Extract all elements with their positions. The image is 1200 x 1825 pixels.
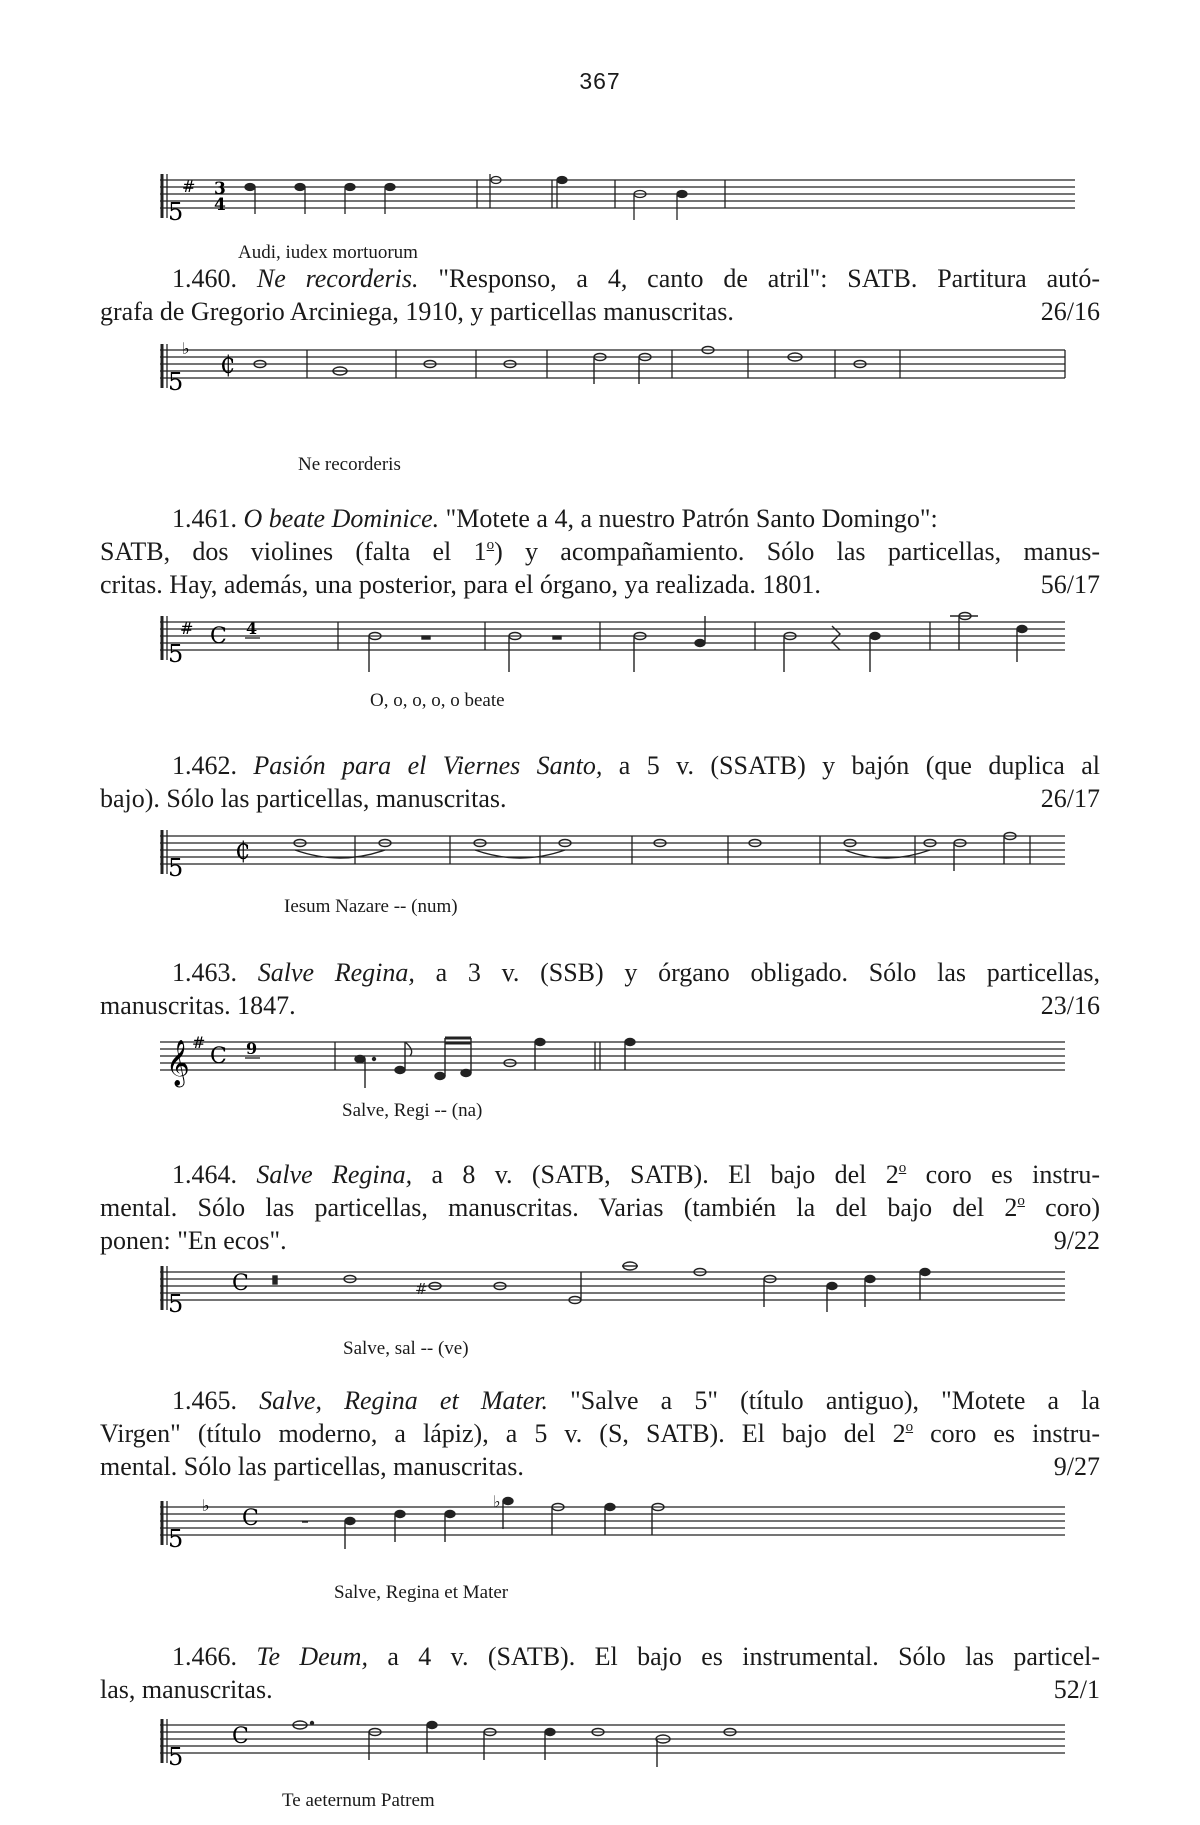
svg-text:C: C <box>210 624 227 649</box>
svg-text:#: # <box>182 177 196 196</box>
svg-text:C: C <box>210 1044 227 1069</box>
entry-description: bajo). Sólo las particellas, manuscritas. <box>100 784 507 813</box>
entry-reference-code: 52/1 <box>1053 1675 1100 1704</box>
entry-title: Salve Regina, <box>257 958 415 987</box>
entry-reference-code: 26/17 <box>1040 784 1100 813</box>
svg-text:5: 5 <box>168 1525 184 1553</box>
svg-text:₵: ₵ <box>235 837 251 865</box>
svg-text:♭: ♭ <box>182 339 190 358</box>
entry-title: Salve, Regina et Mater. <box>259 1386 548 1415</box>
svg-text:𝄞: 𝄞 <box>166 1040 190 1086</box>
svg-text:#: # <box>415 1280 428 1298</box>
svg-text:5: 5 <box>168 854 184 882</box>
entry-reference-code: 56/17 <box>1040 570 1100 599</box>
svg-text:C: C <box>242 1506 259 1531</box>
entry-number: 1.464. <box>172 1160 237 1189</box>
catalog-entry-1466 <box>100 1640 1100 1706</box>
entry-description: "Responso, a 4, canto de atril": SATB. Partitura autó- <box>438 264 1100 293</box>
incipit-text-1462: Iesum Nazare -- (num) <box>284 896 458 917</box>
entry-description: a 4 v. (SATB). El bajo es instrumental. Sólo las particel- <box>387 1642 1101 1671</box>
incipit-staff-1460 <box>160 340 1080 400</box>
svg-text:5: 5 <box>168 368 184 396</box>
entry-description: ponen: "En ecos". <box>100 1226 287 1255</box>
catalog-entry-1465: 1.465. Salve, Regina et Mater. "Salve a 5" (título antiguo), "Motete a la Virgen" (título moderno, a lápiz), a 5 v. (S, SATB). El bajo del 2$^o$ coro es instru- mental. Sólo las particellas, manuscritas. 9/27 <box>100 1386 1100 1481</box>
entry-title: Salve Regina, <box>256 1160 413 1189</box>
incipit-staff-1466 <box>160 1715 1080 1785</box>
entry-number: 1.466. <box>172 1642 237 1671</box>
svg-text:5: 5 <box>168 1743 184 1771</box>
catalog-entry-1464: 1.464. Salve Regina, a 8 v. (SATB, SATB). El bajo del 2$^o$ coro es instru- mental. Sólo las particellas, manuscritas. Varias (también la del bajo del 2$^o$ coro) ponen: "En ecos". 9/22 <box>100 1160 1101 1255</box>
incipit-text-1460: Ne recorderis <box>298 454 401 475</box>
entry-title: Pasión para el Viernes Santo, <box>253 751 603 780</box>
entry-description: grafa de Gregorio Arciniega, 1910, y particellas manuscritas. <box>100 297 734 326</box>
incipit-text-prelude: Audi, iudex mortuorum <box>238 242 418 263</box>
entry-reference-code: 9/22 <box>1053 1226 1100 1255</box>
entry-description: critas. Hay, además, una posterior, para el órgano, ya realizada. 1801. <box>100 570 821 599</box>
catalog-entry-1462 <box>100 749 1100 815</box>
svg-text:9: 9 <box>246 1039 258 1058</box>
page-number: 367 <box>579 68 621 94</box>
svg-text:C: C <box>232 1271 249 1296</box>
svg-text:♭: ♭ <box>493 1492 501 1511</box>
incipit-staff-1463 <box>160 1028 1080 1098</box>
ordinal-mark: o <box>1017 1193 1025 1209</box>
entry-description: a 5 v. (SSATB) y bajón (que duplica al <box>618 751 1101 780</box>
incipit-text-1466: Te aeternum Patrem <box>282 1790 435 1811</box>
svg-text:3: 3 <box>214 179 226 199</box>
entry-description: manuscritas. 1847. <box>100 991 296 1020</box>
entry-reference-code: 26/16 <box>1040 297 1100 326</box>
svg-text:#: # <box>180 619 194 638</box>
svg-text:#: # <box>192 1033 206 1052</box>
svg-text:5: 5 <box>168 640 184 668</box>
ordinal-mark: o <box>905 1419 914 1435</box>
svg-text:4: 4 <box>214 195 226 215</box>
entry-title: Te Deum, <box>256 1642 368 1671</box>
catalog-entry-1461: 1.461. O beate Dominice. "Motete a 4, a nuestro Patrón Santo Domingo": SATB, dos violines (falta el 1$^o$) y acompañamiento. Sólo las particellas, manus- critas. Hay, además, una posterior, para el órgano, ya realizada. 1801. 56/17 <box>100 504 1100 599</box>
svg-text:5: 5 <box>168 1290 184 1318</box>
incipit-staff-1464 <box>160 1262 1080 1332</box>
entry-description: "Motete a 4, a nuestro Patrón Santo Domingo": <box>445 504 938 533</box>
incipit-staff-1461 <box>160 612 1080 682</box>
entry-description: a 3 v. (SSB) y órgano obligado. Sólo las particellas, <box>435 958 1101 987</box>
ordinal-mark: o <box>898 1160 907 1176</box>
catalog-entry-1460 <box>100 262 1100 328</box>
entry-reference-code: 23/16 <box>1040 991 1100 1020</box>
entry-description: "Salve a 5" (título antiguo), "Motete a la <box>570 1386 1100 1415</box>
svg-text:C: C <box>232 1724 249 1749</box>
incipit-text-1461: O, o, o, o, o beate <box>370 690 505 711</box>
svg-text:₵: ₵ <box>220 351 236 379</box>
incipit-staff-1465 <box>160 1487 1080 1567</box>
entry-description: las, manuscritas. <box>100 1675 273 1704</box>
catalog-entry-1463 <box>100 956 1100 1022</box>
ordinal-mark: o <box>486 537 495 553</box>
entry-number: 1.463. <box>172 958 237 987</box>
svg-text:4: 4 <box>246 619 258 638</box>
svg-text:5: 5 <box>168 198 184 226</box>
incipit-staff-1462 <box>160 826 1080 896</box>
incipit-text-1465: Salve, Regina et Mater <box>334 1582 509 1603</box>
entry-number: 1.465. <box>172 1386 237 1415</box>
entry-title: O beate Dominice. <box>243 504 440 533</box>
incipit-staff-prelude <box>160 170 1080 240</box>
entry-reference-code: 9/27 <box>1053 1452 1100 1481</box>
entry-number: 1.462. <box>172 751 237 780</box>
svg-text:♭: ♭ <box>202 1496 210 1515</box>
entry-number: 1.460. <box>172 264 237 293</box>
entry-number: 1.461. <box>172 504 237 533</box>
entry-description: mental. Sólo las particellas, manuscritas. <box>100 1452 524 1481</box>
entry-title: Ne recorderis. <box>256 264 419 293</box>
incipit-text-1464: Salve, sal -- (ve) <box>343 1338 469 1359</box>
incipit-text-1463: Salve, Regi -- (na) <box>342 1100 483 1121</box>
